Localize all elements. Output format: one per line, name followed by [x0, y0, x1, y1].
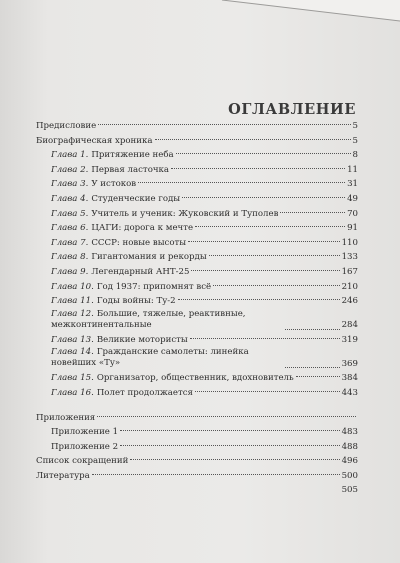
chapter-number: Глава 1. — [51, 150, 89, 161]
entry-page: 443 — [341, 387, 358, 398]
entry-title: Гражданские самолеты: линейка новейших «Ту» — [51, 347, 249, 369]
chapter-number: Глава 3. — [51, 179, 89, 190]
toc-entry-chronicle — [36, 134, 358, 149]
dot-leader — [195, 391, 340, 392]
dot-leader — [120, 445, 340, 446]
toc-entry-chapter-6 — [36, 221, 358, 236]
dot-leader — [171, 168, 345, 169]
chapter-number: Глава 6. — [51, 223, 89, 234]
toc-entry-chapter-15 — [36, 371, 358, 386]
entry-title: Список сокращений — [36, 456, 129, 467]
toc-entry-chapter-13 — [36, 333, 358, 348]
dot-leader — [130, 459, 339, 460]
entry-page: 31 — [347, 179, 358, 190]
dot-leader — [213, 285, 339, 286]
entry-page: 8 — [352, 150, 358, 161]
entry-title: Литература — [36, 470, 90, 481]
entry-title: Приложение 2 — [51, 441, 119, 452]
entry-page: 210 — [341, 281, 358, 292]
entry-page: 483 — [341, 427, 358, 438]
toc-entry-appendix-2 — [36, 440, 358, 455]
entry-title: Студенческие годы — [91, 193, 181, 204]
dot-leader — [178, 299, 340, 300]
chapter-number: Глава 4. — [51, 193, 89, 204]
entry-title: Организатор, общественник, вдохновитель — [96, 373, 294, 384]
toc-heading: ОГЛАВЛЕНИЕ — [228, 101, 356, 118]
entry-page: 496 — [341, 456, 358, 467]
dot-leader — [182, 197, 345, 198]
toc-entry-abbreviations — [36, 454, 358, 469]
dot-leader — [195, 226, 345, 227]
entry-title: Великие мотористы — [96, 334, 188, 345]
chapter-number: Глава 13. — [51, 334, 94, 345]
toc-entry-chapter-1 — [36, 148, 358, 163]
toc-entry-chapter-16 — [36, 386, 358, 401]
chapter-number: Глава 2. — [51, 164, 89, 175]
toc-entry-chapter-7 — [36, 236, 358, 251]
entry-title: Учитель и ученик: Жуковский и Туполев — [91, 208, 279, 219]
toc-entry-chapter-3 — [36, 177, 358, 192]
toc-entry-final-page — [36, 483, 358, 498]
entry-title: Годы войны: Ту-2 — [96, 296, 176, 307]
previous-page-edge — [0, 0, 400, 22]
toc-entry-chapter-2 — [36, 163, 358, 178]
dot-leader — [155, 139, 351, 140]
chapter-number: Глава 14. — [51, 347, 94, 358]
entry-page: 369 — [341, 358, 358, 369]
toc-entry-chapter-12 — [36, 309, 358, 333]
entry-title: Легендарный АНТ-25 — [91, 266, 190, 277]
chapter-number: Глава 15. — [51, 373, 94, 384]
chapter-number: Глава 10. — [51, 281, 94, 292]
dot-leader — [190, 338, 340, 339]
entry-title: Приложение 1 — [51, 427, 119, 438]
entry-page: 5 — [352, 121, 358, 131]
entry-page: 319 — [341, 334, 358, 345]
entry-title: Год 1937: припомнят всё — [96, 281, 212, 292]
dot-leader — [176, 153, 351, 154]
entry-title: Приложения — [36, 412, 96, 423]
entry-page: 110 — [341, 237, 358, 248]
toc-entry-chapter-11 — [36, 294, 358, 309]
entry-title: Биографическая хроника — [36, 135, 153, 146]
dot-leader — [120, 430, 340, 431]
chapter-number: Глава 5. — [51, 208, 89, 219]
dot-leader — [191, 270, 339, 271]
dot-leader — [285, 367, 340, 368]
entry-page: 133 — [341, 252, 358, 263]
toc-entry-appendices — [36, 411, 358, 426]
entry-page: 167 — [341, 266, 358, 277]
entry-title: У истоков — [91, 179, 137, 190]
entry-page: 384 — [341, 373, 358, 384]
entry-page: 11 — [347, 164, 358, 175]
toc-entry-appendix-1 — [36, 425, 358, 440]
entry-page: 284 — [341, 320, 358, 331]
entry-page: 49 — [347, 193, 358, 204]
toc-entry-literature — [36, 469, 358, 484]
dot-leader — [138, 182, 345, 183]
chapter-number: Глава 7. — [51, 237, 89, 248]
entry-title: Предисловие — [36, 121, 97, 131]
entry-page: 488 — [341, 441, 358, 452]
entry-title: ЦАГИ: дорога к мечте — [91, 223, 194, 234]
dot-leader — [92, 474, 340, 475]
entry-page: 505 — [341, 485, 358, 496]
dot-leader — [209, 255, 340, 256]
entry-page: 91 — [347, 223, 358, 234]
toc-entry-chapter-9 — [36, 265, 358, 280]
toc-entry-chapter-5 — [36, 207, 358, 222]
dot-leader — [296, 376, 340, 377]
dot-leader — [97, 416, 356, 417]
entry-page: 5 — [352, 135, 358, 146]
entry-page: 70 — [347, 208, 358, 219]
table-of-contents — [36, 119, 358, 498]
dot-leader — [98, 124, 350, 125]
entry-title: Гигантомания и рекорды — [91, 252, 207, 263]
toc-entry-preface — [36, 119, 358, 134]
chapter-number: Глава 11. — [51, 296, 94, 307]
chapter-number: Глава 12. — [51, 308, 94, 319]
chapter-number: Глава 16. — [51, 387, 94, 398]
entry-title: Большие, тяжелые, реактивные, межконтинентальные — [51, 308, 246, 330]
toc-entry-chapter-14 — [36, 347, 358, 371]
toc-entry-chapter-8 — [36, 250, 358, 265]
chapter-number: Глава 9. — [51, 266, 89, 277]
entry-page: 500 — [341, 470, 358, 481]
dot-leader — [280, 212, 345, 213]
dot-leader — [285, 329, 340, 330]
toc-entry-chapter-10 — [36, 280, 358, 295]
dot-leader — [188, 241, 339, 242]
toc-entry-chapter-4 — [36, 192, 358, 207]
entry-title: Первая ласточка — [91, 164, 170, 175]
entry-title: Полет продолжается — [96, 387, 193, 398]
entry-title: СССР: новые высоты — [91, 237, 187, 248]
chapter-number: Глава 8. — [51, 252, 89, 263]
entry-page: 246 — [341, 296, 358, 307]
entry-title: Притяжение неба — [91, 150, 174, 161]
